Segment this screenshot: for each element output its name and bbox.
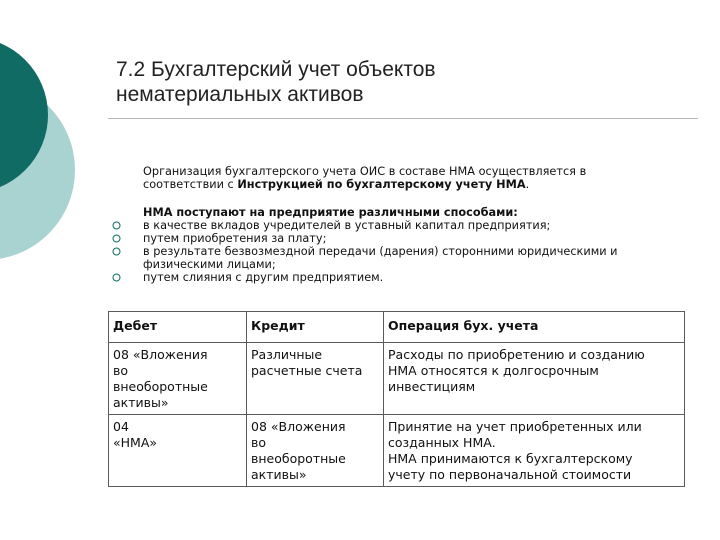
cell-line: Принятие на учет приобретенных или xyxy=(388,419,642,434)
cell-line: учету по первоначальной стоимости xyxy=(388,467,632,482)
cell-line: активы» xyxy=(113,395,169,410)
list-item xyxy=(112,271,692,284)
cell-line: 08 «Вложения xyxy=(113,347,208,362)
table-row xyxy=(109,415,685,487)
cell-line: НМА относятся к долгосрочным xyxy=(388,363,599,378)
cell-line: созданных НМА. xyxy=(388,435,496,450)
cell-line: Различные xyxy=(251,347,323,362)
cell-line: «НМА» xyxy=(113,435,158,450)
list-item xyxy=(112,232,692,245)
cell-line: во xyxy=(251,435,267,450)
cell-line: НМА принимаются к бухгалтерскому xyxy=(388,451,633,466)
ways-heading: НМА поступают на предприятие различными способами: xyxy=(143,206,518,219)
table-row xyxy=(109,343,685,415)
list-item-text: физическими лицами; xyxy=(143,258,276,271)
cell-line: 08 «Вложения xyxy=(251,419,346,434)
header-operation: Операция бух. учета xyxy=(384,312,685,343)
list-item-text: в результате безвозмездной передачи (дарения) сторонними юридическими и xyxy=(143,245,618,258)
cell-line: внеоборотные xyxy=(251,451,346,466)
list-item xyxy=(112,245,692,271)
decorative-circles xyxy=(0,0,80,300)
acquisition-ways xyxy=(112,206,692,284)
header-credit: Кредит xyxy=(247,312,384,343)
cell-line: активы» xyxy=(251,467,307,482)
intro-line xyxy=(143,178,683,191)
debit-cell xyxy=(109,415,247,487)
cell-line: расчетные счета xyxy=(251,363,363,378)
table-header-row xyxy=(109,312,685,343)
intro-text: соответствии с xyxy=(143,178,238,191)
title-divider xyxy=(108,118,698,119)
cell-line: внеоборотные xyxy=(113,379,208,394)
credit-cell xyxy=(247,343,384,415)
operation-cell xyxy=(384,343,685,415)
list-item-text: путем слияния с другим предприятием. xyxy=(143,271,384,284)
list-item xyxy=(112,219,692,232)
intro-paragraph xyxy=(143,165,683,191)
intro-text: . xyxy=(525,178,530,191)
accounting-entries-table xyxy=(108,311,685,487)
cell-line: во xyxy=(113,363,129,378)
instruction-reference: Инструкцией по бухгалтерскому учету НМА xyxy=(237,178,526,191)
header-debit: Дебет xyxy=(109,312,247,343)
circle-bullet-icon xyxy=(112,247,121,256)
list-item-text: путем приобретения за плату; xyxy=(143,232,327,245)
list-item-text: в качестве вкладов учредителей в уставный капитал предприятия; xyxy=(143,219,551,232)
credit-cell xyxy=(247,415,384,487)
debit-cell xyxy=(109,343,247,415)
cell-line: Расходы по приобретению и созданию xyxy=(388,347,645,362)
circle-bullet-icon xyxy=(112,273,121,282)
slide-title xyxy=(116,57,676,107)
circle-bullet-icon xyxy=(112,234,121,243)
title-line: нематериальных активов xyxy=(116,83,364,106)
intro-line: Организация бухгалтерского учета ОИС в составе НМА осуществляется в xyxy=(143,165,587,178)
title-line: 7.2 Бухгалтерский учет объектов xyxy=(116,58,436,81)
cell-line: инвестициям xyxy=(388,379,476,394)
circle-bullet-icon xyxy=(112,221,121,230)
operation-cell xyxy=(384,415,685,487)
cell-line: 04 xyxy=(113,419,129,434)
